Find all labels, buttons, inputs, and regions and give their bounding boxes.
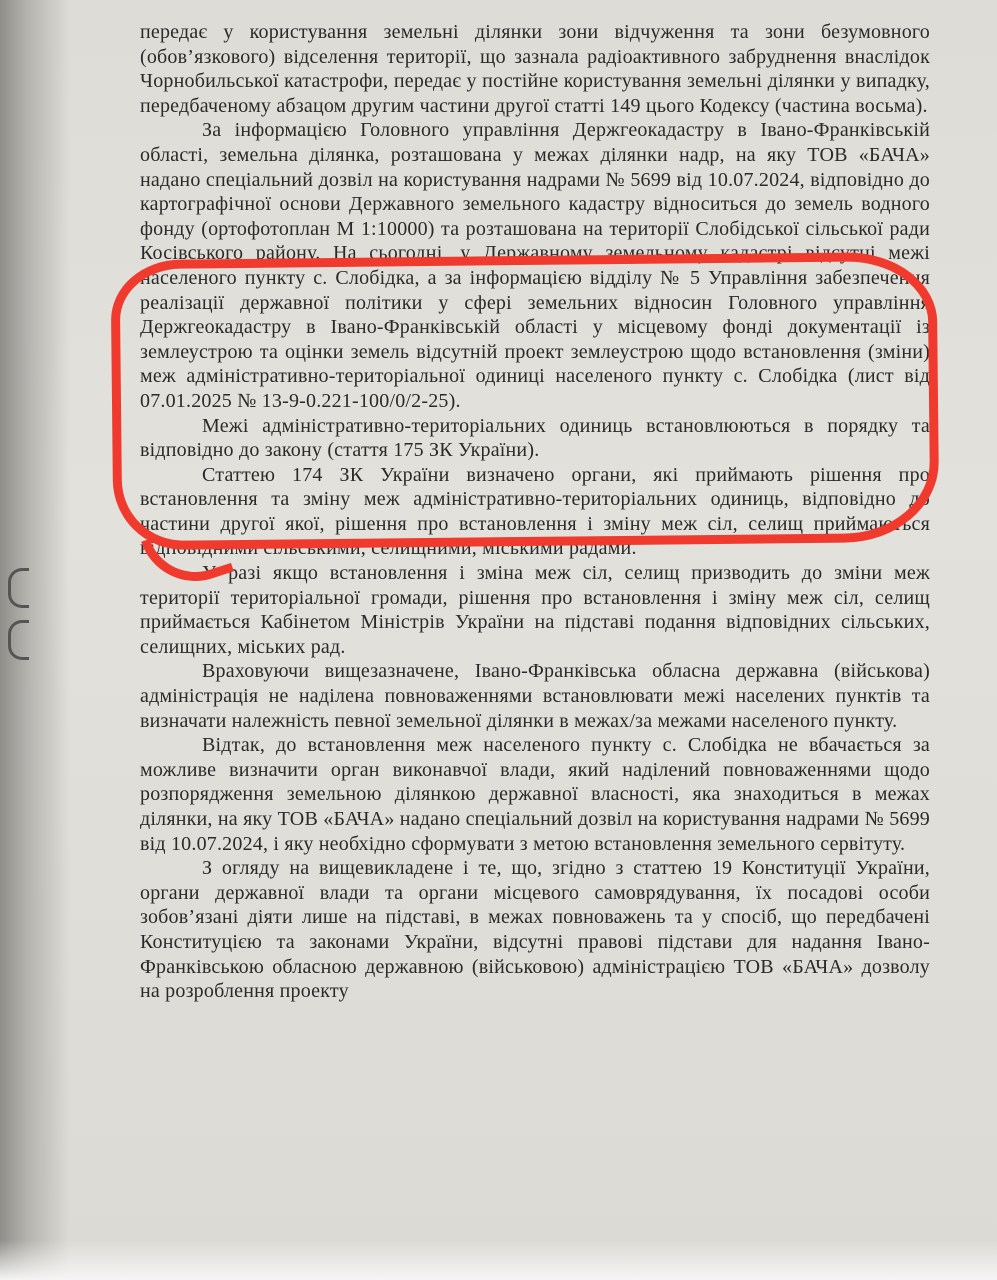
paragraph: У разі якщо встановлення і зміна меж сіл, селищ призводить до зміни меж території територіальної громади, рішення про встановлення і зміну меж сіл, селищ приймається Кабінетом Міністрів України на підставі подання відповідних сільських, селищних, міських рад.: [140, 562, 930, 658]
binding-staple: [8, 620, 29, 660]
paragraph: З огляду на вищевикладене і те, що, згідно з статтею 19 Конституції України, органи державної влади та органи місцевого самоврядування, їх посадові особи зобов’язані діяти лише на підставі, в межах повноважень та у спосіб, що передбачені Конституцією та законами України, відсутні правові підстави для надання Івано-Франківською обласною державною (військовою) адміністрацією ТОВ «БАЧА» дозволу на розроблення проекту: [140, 857, 930, 1003]
red-highlight-ellipse: [111, 252, 940, 551]
bottom-edge: [0, 1240, 997, 1280]
paragraph: передає у користування земельні ділянки зони відчуження та зони безумовного (обов’язкового) відселення території, що зазнала радіоактивного забруднення внаслідок Чорнобильської катастрофи, передає у постійне користування земельні ділянки у випадку, передбаченому абзацом другим частини другої статті 149 цього Кодексу (частина восьма).: [140, 21, 930, 117]
binding-staple: [8, 568, 29, 608]
paragraph: Межі адміністративно-територіальних одиниць встановлюються в порядку та відповідно до закону (стаття 175 ЗК України).: [140, 414, 930, 462]
paragraph: Відтак, до встановлення меж населеного пункту с. Слобідка не вбачається за можливе визначити орган виконавчої влади, який наділений повноваженнями щодо розпорядження земельною ділянкою державної власності, яка знаходиться в межах ділянки, на яку ТОВ «БАЧА» надано спеціальний дозвіл на користування надрами № 5699 від 10.07.2024, і яку необхідно сформувати з метою встановлення земельного сервітуту.: [140, 734, 930, 855]
paragraph: За інформацією Головного управління Держгеокадастру в Івано-Франківській області, земельна ділянка, розташована у межах ділянки надр, на яку ТОВ «БАЧА» надано спеціальний дозвіл на користування надрами № 5699 від 10.07.2024, відповідно до картографічної основи Державного земельного кадастру відноситься до земель водного фонду (ортофотоплан М 1:10000) та розташована на території Слобідської сільської ради Косівського району. На сьогодні, у Державному земельному кадастрі відсутні межі населеного пункту с. Слобідка, а за інформацією відділу № 5 Управління забезпечення реалізації державної політики у сфері земельних відносин Головного управління Держгеокадастру в Івано-Франківській області у місцевому фонді документації із землеустрою та оцінки земель відсутній проект землеустрою щодо встановлення (зміни) меж адміністративно-територіальної одиниці населеного пункту с. Слобідка (лист від 07.01.2025 № 13-9-0.221-100/0/2-25).: [140, 119, 930, 412]
paragraph: Статтею 174 ЗК України визначено органи, які приймають рішення про встановлення та зміну меж адміністративно-територіальних одиниць, відповідно до частини другої якої, рішення про встановлення і зміну меж сіл, селищ приймаються відповідними сільськими, селищними, міськими радами.: [140, 463, 930, 560]
paragraph: Враховуючи вищезазначене, Івано-Франківська обласна державна (військова) адміністрація не наділена повноваженнями встановлювати межі населених пунктів та визначати належність певної земельної ділянки в межах/за межами населеного пункту.: [140, 660, 930, 732]
